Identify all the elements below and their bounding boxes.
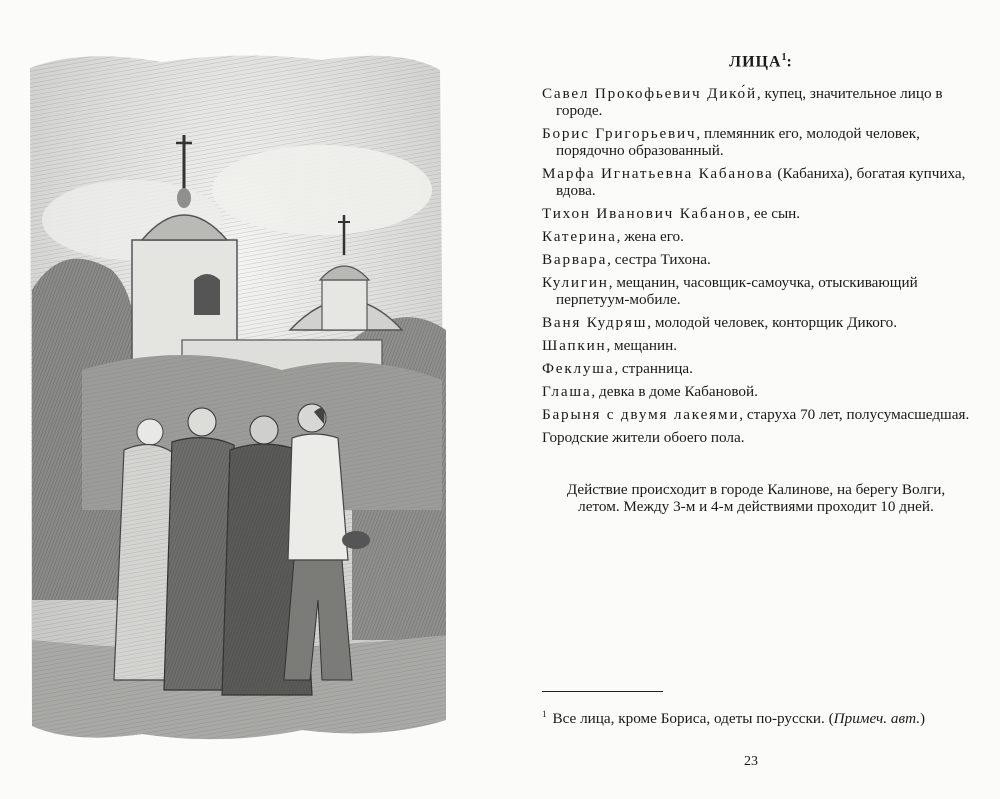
cast-item xyxy=(542,383,970,400)
cast-desc: , купец, значительное лицо в городе. xyxy=(556,85,943,120)
heading-footnote-mark: 1 xyxy=(781,52,787,63)
cast-name: Барыня с двумя лакеями xyxy=(542,406,740,424)
cast-desc: , молодой человек, конторщик Дикого. xyxy=(647,314,898,332)
cast-desc: (Кабаниха), богатая купчиха, вдова. xyxy=(556,165,966,200)
setting-note: Действие происходит в городе Калинове, на берегу Волги, летом. Между 3-м и 4-м действиями проходит 10 дней. xyxy=(566,481,946,516)
cast-desc: , племянник его, молодой человек, порядочно образованный. xyxy=(556,125,920,160)
cast-name: Варвара xyxy=(542,251,608,269)
cast-name: Глаша xyxy=(542,383,592,401)
cast-desc: , мещанин, часовщик-самоучка, отыскивающий перпетуум-мобиле. xyxy=(556,274,918,309)
footnote-rule xyxy=(542,691,663,692)
footnote xyxy=(542,705,962,728)
page-heading xyxy=(542,52,970,71)
cast-desc: , сестра Тихона. xyxy=(607,251,711,269)
cast-desc: , старуха 70 лет, полусумасшедшая. xyxy=(739,406,970,424)
cast-name: Ваня Кудряш xyxy=(542,314,648,332)
heading-colon: : xyxy=(786,53,793,71)
footnote-italic: Примеч. авт. xyxy=(833,710,921,728)
cast-item xyxy=(542,274,970,308)
cast-item xyxy=(542,314,970,331)
cast-desc: , ее сын. xyxy=(746,205,801,223)
cast-desc: , жена его. xyxy=(616,228,684,246)
engraving-illustration xyxy=(22,40,452,752)
text-page xyxy=(542,52,970,515)
cast-name: Катерина xyxy=(542,228,617,246)
cast-item xyxy=(542,337,970,354)
cast-desc: Городские жители обоего пола. xyxy=(542,429,745,447)
footnote-close: ) xyxy=(920,710,926,728)
page-number: 23 xyxy=(744,754,758,769)
cast-name: Савел Прокофьевич Дико́й xyxy=(542,85,757,103)
heading-title: ЛИЦА xyxy=(729,53,782,71)
cast-item xyxy=(542,165,970,199)
cast-desc: , девка в доме Кабановой. xyxy=(591,383,758,401)
cast-name: Марфа Игнатьевна Кабанова xyxy=(542,165,774,183)
footnote-text: Все лица, кроме Бориса, одеты по-русски. ( xyxy=(552,710,834,728)
footnote-mark: 1 xyxy=(542,709,547,719)
cast-desc: , странница. xyxy=(614,360,693,378)
cast-item xyxy=(542,406,970,423)
cast-item xyxy=(542,85,970,119)
cast-item xyxy=(542,251,970,268)
cast-list xyxy=(542,85,970,446)
cast-item xyxy=(542,125,970,159)
cast-name: Феклуша xyxy=(542,360,615,378)
cast-item xyxy=(542,429,970,446)
cast-name: Борис Григорьевич xyxy=(542,125,697,143)
cast-item xyxy=(542,228,970,245)
cast-desc: , мещанин. xyxy=(606,337,677,355)
cast-name: Кулигин xyxy=(542,274,609,292)
cast-item xyxy=(542,360,970,377)
cast-item xyxy=(542,205,970,222)
cast-name: Тихон Иванович Кабанов xyxy=(542,205,747,223)
cast-name: Шапкин xyxy=(542,337,607,355)
church-scene-icon xyxy=(22,40,452,752)
